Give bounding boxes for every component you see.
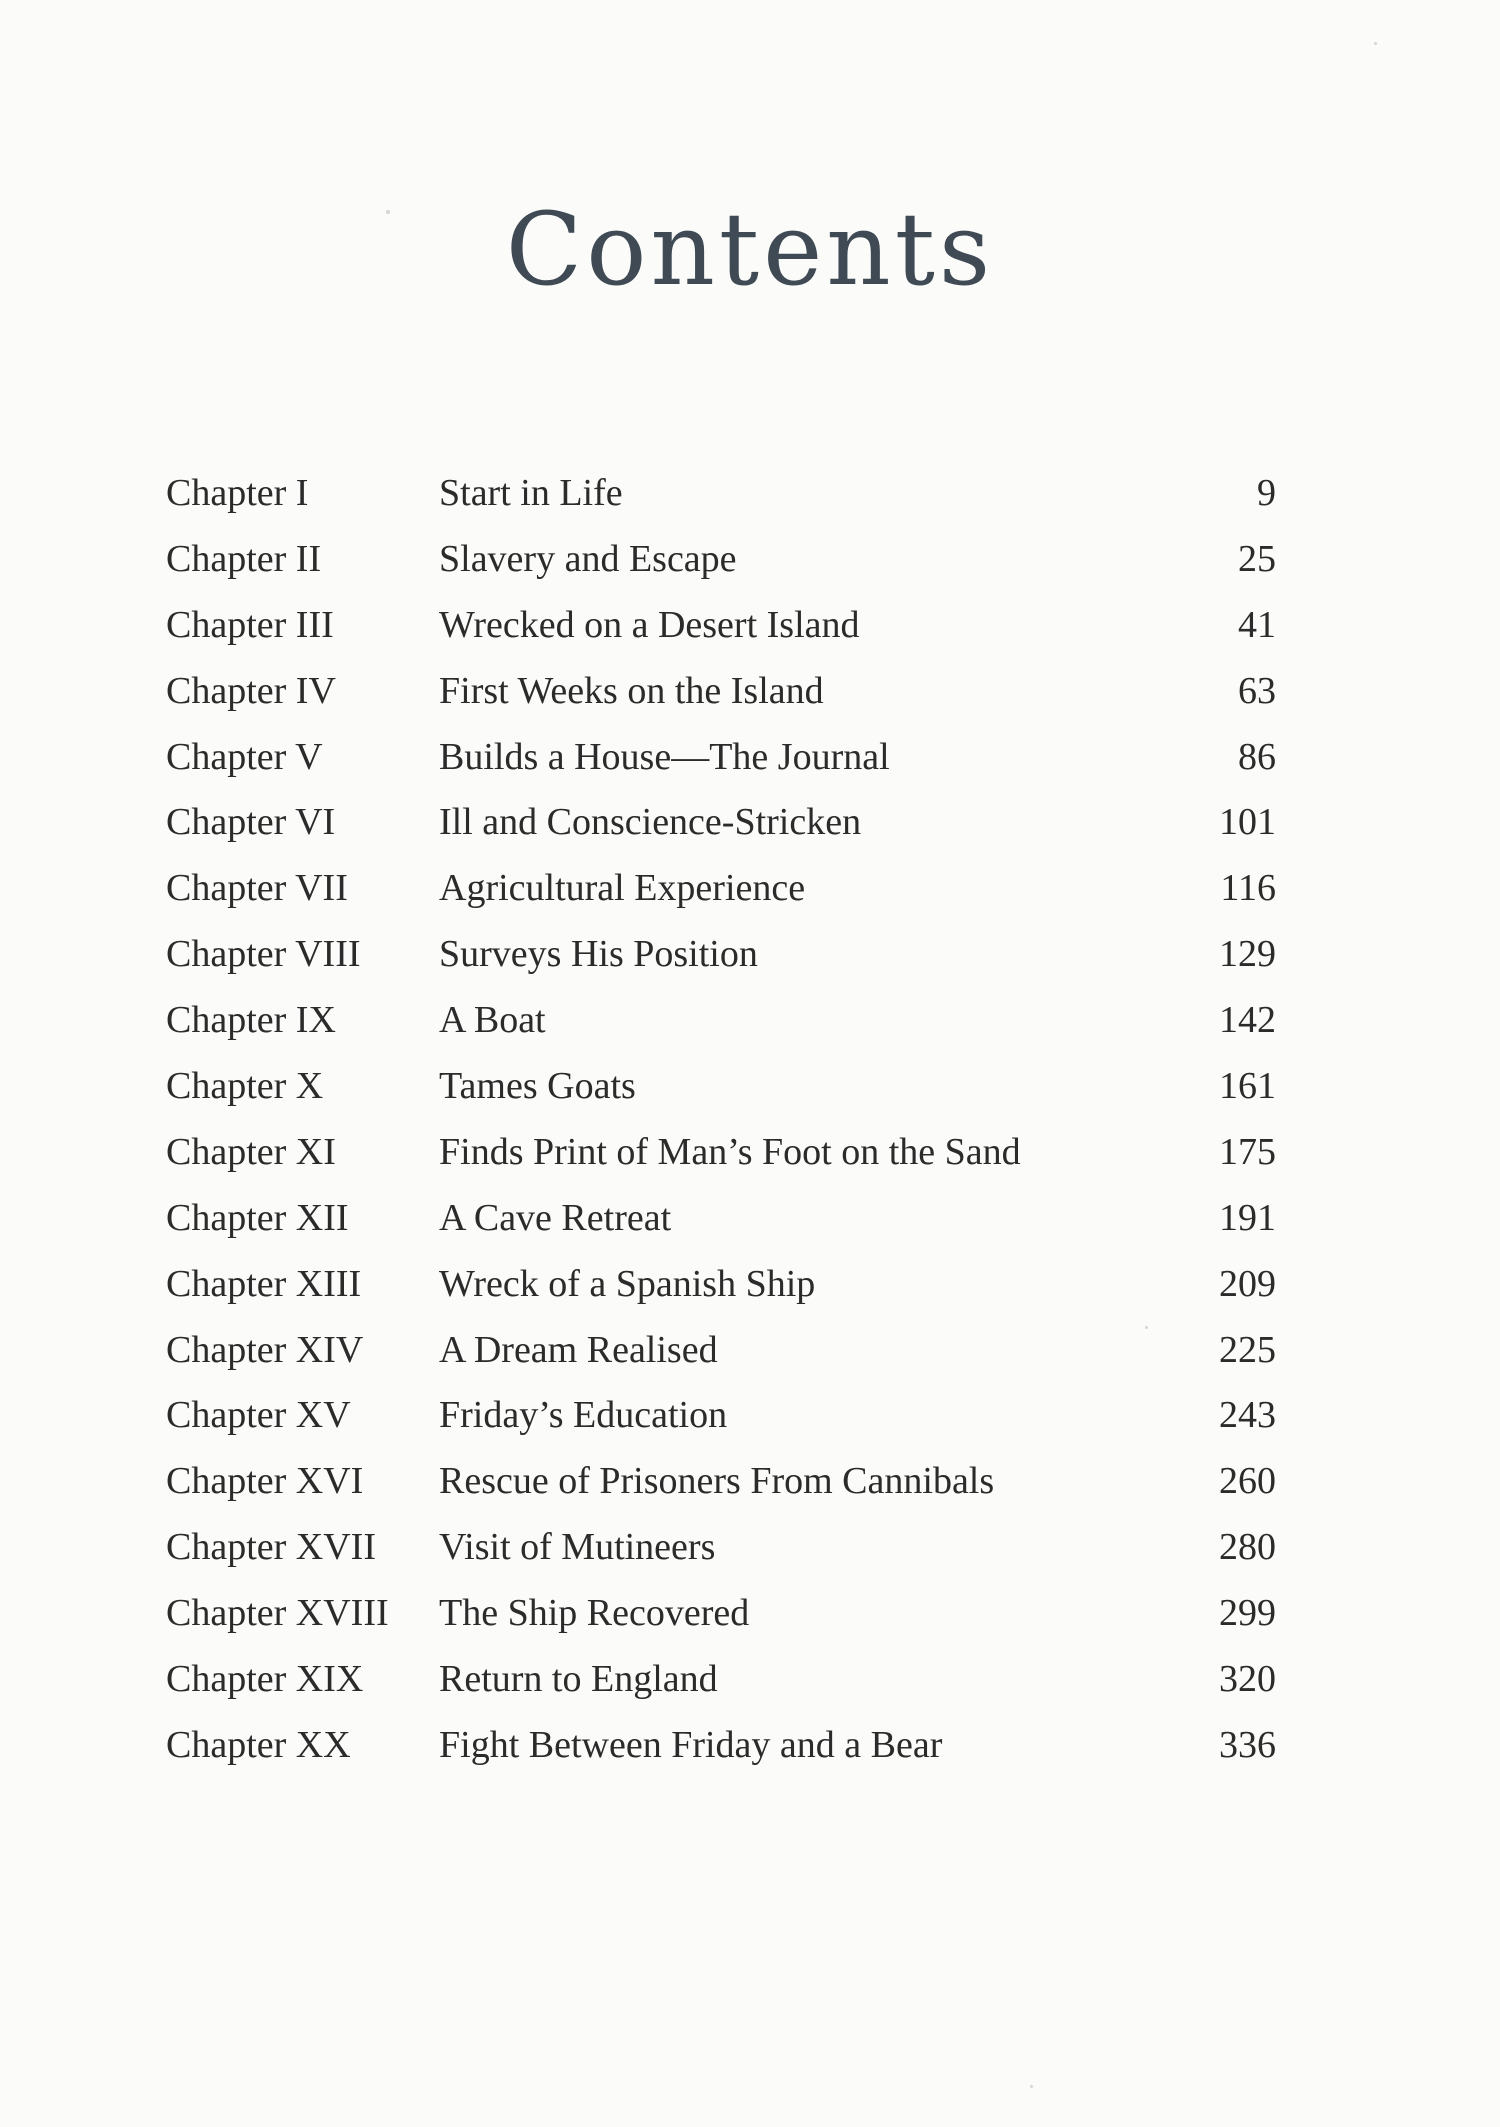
toc-row [166,592,1276,658]
toc-row [166,1580,1276,1646]
chapter-number: Chapter XV [166,1394,351,1437]
page-number: 243 [1219,1394,1276,1437]
scan-speck [1145,1326,1148,1329]
chapter-number: Chapter XIV [166,1328,364,1371]
toc-row [166,724,1276,790]
page-number: 63 [1238,669,1276,712]
page-number: 41 [1238,603,1276,646]
chapter-title: Return to England [439,1658,718,1701]
chapter-title: Slavery and Escape [439,537,737,580]
chapter-number: Chapter XIX [166,1658,364,1701]
page-number: 25 [1238,537,1276,580]
toc-row [166,1514,1276,1580]
toc-row [166,1185,1276,1251]
toc-row [166,1382,1276,1448]
chapter-title: A Cave Retreat [439,1196,672,1239]
chapter-title: Surveys His Position [439,933,758,976]
chapter-number: Chapter XVIII [166,1592,389,1635]
chapter-title: Agricultural Experience [439,867,806,910]
page-number: 142 [1219,999,1276,1042]
chapter-title: Rescue of Prisoners From Cannibals [439,1460,995,1503]
page-number: 9 [1257,472,1276,514]
chapter-title: Finds Print of Man’s Foot on the Sand [439,1130,1021,1173]
toc-row [166,855,1276,921]
page-number: 299 [1219,1592,1276,1635]
chapter-number: Chapter VIII [166,933,361,976]
page-number: 101 [1219,801,1276,844]
chapter-number: Chapter XII [166,1196,349,1239]
chapter-title: Builds a House—The Journal [439,735,890,778]
page-number: 320 [1219,1658,1276,1701]
chapter-title: Ill and Conscience-Stricken [439,801,862,844]
chapter-number: Chapter XI [166,1130,336,1173]
page-number: 161 [1219,1065,1276,1108]
toc-row [166,1251,1276,1317]
toc-row [166,658,1276,724]
toc-row [166,1317,1276,1383]
chapter-number: Chapter VI [166,801,336,844]
chapter-number: Chapter IV [166,669,336,712]
chapter-number: Chapter XX [166,1723,351,1766]
page-number: 129 [1219,933,1276,976]
chapter-number: Chapter XVI [166,1460,364,1503]
page-number: 191 [1219,1196,1276,1239]
toc-row [166,460,1276,526]
page-number: 116 [1220,867,1276,910]
toc-row [166,1448,1276,1514]
chapter-title: The Ship Recovered [439,1592,750,1635]
chapter-number: Chapter X [166,1065,324,1108]
chapter-number: Chapter XVII [166,1526,376,1569]
toc-row [166,1646,1276,1712]
scan-speck [1030,2085,1033,2088]
page-number: 209 [1219,1262,1276,1305]
chapter-title: Start in Life [439,472,623,514]
page-number: 260 [1219,1460,1276,1503]
page-number: 280 [1219,1526,1276,1569]
page-number: 225 [1219,1328,1276,1371]
toc-row [166,921,1276,987]
toc-row [166,987,1276,1053]
page-title: Contents [505,191,995,308]
chapter-number: Chapter II [166,537,322,580]
toc-row [166,526,1276,592]
chapter-number: Chapter III [166,603,334,646]
chapter-title: Fight Between Friday and a Bear [439,1723,943,1766]
chapter-number: Chapter V [166,735,323,778]
table-of-contents [166,460,1276,1778]
chapter-title: Tames Goats [439,1065,636,1108]
chapter-title: A Boat [439,999,546,1042]
toc-row [166,1712,1276,1778]
chapter-title: A Dream Realised [439,1328,718,1371]
scan-speck [386,210,390,214]
page-number: 336 [1219,1723,1276,1766]
toc-row [166,1119,1276,1185]
chapter-title: Friday’s Education [439,1394,728,1437]
chapter-number: Chapter XIII [166,1262,362,1305]
toc-row [166,789,1276,855]
chapter-number: Chapter VII [166,867,348,910]
chapter-title: Wreck of a Spanish Ship [439,1262,816,1305]
chapter-number: Chapter IX [166,999,336,1042]
chapter-title: Visit of Mutineers [439,1526,716,1569]
page-number: 175 [1219,1130,1276,1173]
scan-speck [1374,42,1377,45]
chapter-title: First Weeks on the Island [439,669,824,712]
toc-row [166,1053,1276,1119]
chapter-title: Wrecked on a Desert Island [439,603,860,646]
page-number: 86 [1238,735,1276,778]
chapter-number: Chapter I [166,472,309,514]
